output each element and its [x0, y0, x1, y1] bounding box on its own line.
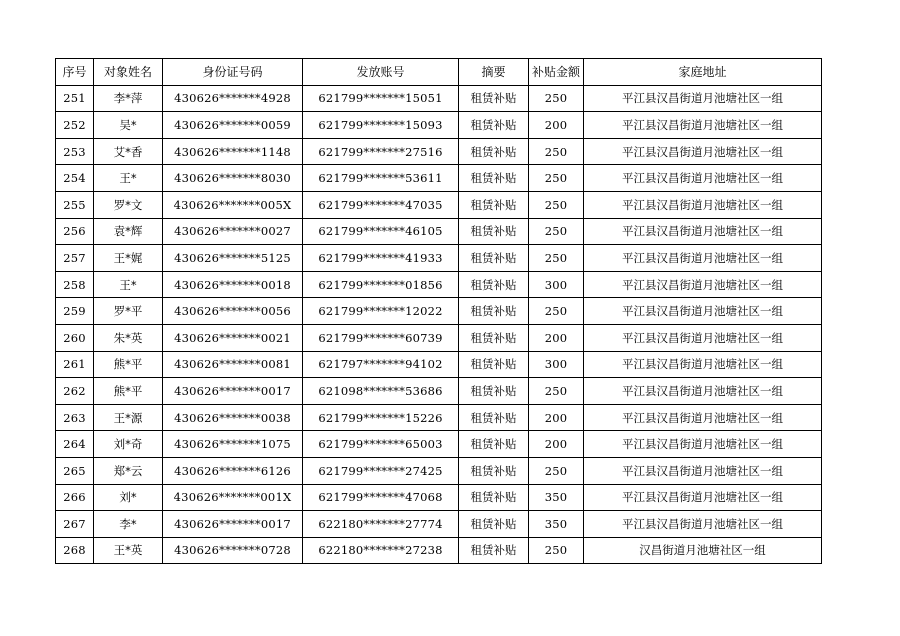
- cell-account: 621799*******27516: [303, 138, 459, 165]
- cell-id-number: 430626*******0038: [163, 404, 303, 431]
- cell-index: 265: [56, 457, 94, 484]
- cell-name: 艾*香: [94, 138, 163, 165]
- cell-summary: 租赁补贴: [459, 298, 529, 325]
- cell-account: 621098*******53686: [303, 378, 459, 405]
- cell-amount: 250: [529, 537, 584, 564]
- cell-amount: 250: [529, 165, 584, 192]
- cell-summary: 租赁补贴: [459, 404, 529, 431]
- cell-amount: 250: [529, 298, 584, 325]
- cell-account: 621799*******47068: [303, 484, 459, 511]
- cell-id-number: 430626*******6126: [163, 457, 303, 484]
- cell-address: 平江县汉昌街道月池塘社区一组: [584, 457, 822, 484]
- cell-id-number: 430626*******0017: [163, 511, 303, 538]
- table-row: [56, 85, 822, 112]
- cell-account: 621799*******01856: [303, 271, 459, 298]
- cell-index: 251: [56, 85, 94, 112]
- cell-id-number: 430626*******005X: [163, 191, 303, 218]
- cell-address: 平江县汉昌街道月池塘社区一组: [584, 165, 822, 192]
- cell-address: 平江县汉昌街道月池塘社区一组: [584, 85, 822, 112]
- cell-name: 刘*: [94, 484, 163, 511]
- cell-account: 621797*******94102: [303, 351, 459, 378]
- cell-amount: 250: [529, 378, 584, 405]
- cell-summary: 租赁补贴: [459, 457, 529, 484]
- cell-amount: 350: [529, 511, 584, 538]
- cell-index: 266: [56, 484, 94, 511]
- cell-account: 621799*******15093: [303, 112, 459, 139]
- cell-address: 平江县汉昌街道月池塘社区一组: [584, 484, 822, 511]
- cell-account: 621799*******41933: [303, 245, 459, 272]
- cell-name: 罗*文: [94, 191, 163, 218]
- cell-id-number: 430626*******0021: [163, 324, 303, 351]
- cell-amount: 250: [529, 191, 584, 218]
- table-row: [56, 271, 822, 298]
- header-address: 家庭地址: [584, 59, 822, 86]
- cell-name: 王*: [94, 165, 163, 192]
- cell-index: 258: [56, 271, 94, 298]
- cell-summary: 租赁补贴: [459, 218, 529, 245]
- header-summary: 摘要: [459, 59, 529, 86]
- table-body: [56, 85, 822, 564]
- cell-id-number: 430626*******0056: [163, 298, 303, 325]
- cell-address: 平江县汉昌街道月池塘社区一组: [584, 431, 822, 458]
- cell-summary: 租赁补贴: [459, 324, 529, 351]
- cell-account: 621799*******15051: [303, 85, 459, 112]
- cell-amount: 200: [529, 112, 584, 139]
- cell-summary: 租赁补贴: [459, 191, 529, 218]
- cell-name: 王*源: [94, 404, 163, 431]
- cell-name: 郑*云: [94, 457, 163, 484]
- cell-amount: 200: [529, 431, 584, 458]
- cell-account: 621799*******27425: [303, 457, 459, 484]
- cell-id-number: 430626*******1148: [163, 138, 303, 165]
- cell-name: 吴*: [94, 112, 163, 139]
- cell-name: 刘*奇: [94, 431, 163, 458]
- cell-summary: 租赁补贴: [459, 271, 529, 298]
- cell-index: 267: [56, 511, 94, 538]
- cell-amount: 200: [529, 404, 584, 431]
- cell-id-number: 430626*******0728: [163, 537, 303, 564]
- cell-account: 622180*******27774: [303, 511, 459, 538]
- cell-id-number: 430626*******8030: [163, 165, 303, 192]
- cell-id-number: 430626*******001X: [163, 484, 303, 511]
- table-row: [56, 484, 822, 511]
- cell-id-number: 430626*******5125: [163, 245, 303, 272]
- cell-summary: 租赁补贴: [459, 537, 529, 564]
- cell-summary: 租赁补贴: [459, 351, 529, 378]
- cell-address: 平江县汉昌街道月池塘社区一组: [584, 324, 822, 351]
- table-row: [56, 431, 822, 458]
- cell-account: 621799*******47035: [303, 191, 459, 218]
- cell-name: 李*: [94, 511, 163, 538]
- cell-id-number: 430626*******0018: [163, 271, 303, 298]
- cell-account: 621799*******53611: [303, 165, 459, 192]
- cell-summary: 租赁补贴: [459, 165, 529, 192]
- cell-id-number: 430626*******0027: [163, 218, 303, 245]
- table-row: [56, 138, 822, 165]
- header-index: 序号: [56, 59, 94, 86]
- cell-account: 622180*******27238: [303, 537, 459, 564]
- cell-name: 熊*平: [94, 351, 163, 378]
- cell-index: 252: [56, 112, 94, 139]
- cell-account: 621799*******65003: [303, 431, 459, 458]
- table-row: [56, 324, 822, 351]
- table-row: [56, 218, 822, 245]
- cell-account: 621799*******60739: [303, 324, 459, 351]
- subsidy-table: [55, 58, 822, 564]
- table-row: [56, 457, 822, 484]
- table-row: [56, 298, 822, 325]
- cell-index: 263: [56, 404, 94, 431]
- cell-address: 平江县汉昌街道月池塘社区一组: [584, 245, 822, 272]
- cell-summary: 租赁补贴: [459, 484, 529, 511]
- table-row: [56, 351, 822, 378]
- cell-amount: 300: [529, 271, 584, 298]
- cell-index: 256: [56, 218, 94, 245]
- cell-id-number: 430626*******0059: [163, 112, 303, 139]
- cell-address: 汉昌街道月池塘社区一组: [584, 537, 822, 564]
- cell-name: 王*娓: [94, 245, 163, 272]
- cell-account: 621799*******15226: [303, 404, 459, 431]
- cell-summary: 租赁补贴: [459, 138, 529, 165]
- cell-id-number: 430626*******0081: [163, 351, 303, 378]
- cell-index: 253: [56, 138, 94, 165]
- cell-index: 254: [56, 165, 94, 192]
- cell-summary: 租赁补贴: [459, 378, 529, 405]
- cell-summary: 租赁补贴: [459, 245, 529, 272]
- table-row: [56, 537, 822, 564]
- cell-index: 261: [56, 351, 94, 378]
- cell-name: 罗*平: [94, 298, 163, 325]
- cell-address: 平江县汉昌街道月池塘社区一组: [584, 404, 822, 431]
- cell-index: 259: [56, 298, 94, 325]
- table-row: [56, 378, 822, 405]
- cell-summary: 租赁补贴: [459, 511, 529, 538]
- cell-amount: 200: [529, 324, 584, 351]
- cell-index: 268: [56, 537, 94, 564]
- cell-summary: 租赁补贴: [459, 85, 529, 112]
- cell-address: 平江县汉昌街道月池塘社区一组: [584, 378, 822, 405]
- header-amount: 补贴金额: [529, 59, 584, 86]
- cell-name: 袁*辉: [94, 218, 163, 245]
- cell-name: 王*: [94, 271, 163, 298]
- cell-amount: 250: [529, 85, 584, 112]
- cell-address: 平江县汉昌街道月池塘社区一组: [584, 191, 822, 218]
- header-id-number: 身份证号码: [163, 59, 303, 86]
- cell-address: 平江县汉昌街道月池塘社区一组: [584, 112, 822, 139]
- cell-address: 平江县汉昌街道月池塘社区一组: [584, 218, 822, 245]
- cell-address: 平江县汉昌街道月池塘社区一组: [584, 271, 822, 298]
- cell-index: 260: [56, 324, 94, 351]
- table-row: [56, 245, 822, 272]
- cell-address: 平江县汉昌街道月池塘社区一组: [584, 138, 822, 165]
- table-row: [56, 511, 822, 538]
- cell-amount: 250: [529, 218, 584, 245]
- cell-amount: 350: [529, 484, 584, 511]
- cell-amount: 250: [529, 138, 584, 165]
- cell-name: 李*萍: [94, 85, 163, 112]
- cell-id-number: 430626*******1075: [163, 431, 303, 458]
- cell-index: 255: [56, 191, 94, 218]
- cell-summary: 租赁补贴: [459, 431, 529, 458]
- header-name: 对象姓名: [94, 59, 163, 86]
- cell-name: 朱*英: [94, 324, 163, 351]
- cell-address: 平江县汉昌街道月池塘社区一组: [584, 298, 822, 325]
- cell-address: 平江县汉昌街道月池塘社区一组: [584, 511, 822, 538]
- cell-id-number: 430626*******4928: [163, 85, 303, 112]
- cell-summary: 租赁补贴: [459, 112, 529, 139]
- table-row: [56, 404, 822, 431]
- cell-account: 621799*******46105: [303, 218, 459, 245]
- cell-amount: 300: [529, 351, 584, 378]
- header-account: 发放账号: [303, 59, 459, 86]
- cell-amount: 250: [529, 245, 584, 272]
- cell-id-number: 430626*******0017: [163, 378, 303, 405]
- table-row: [56, 112, 822, 139]
- cell-name: 王*英: [94, 537, 163, 564]
- cell-amount: 250: [529, 457, 584, 484]
- cell-account: 621799*******12022: [303, 298, 459, 325]
- header-row: [56, 59, 822, 86]
- cell-name: 熊*平: [94, 378, 163, 405]
- table-row: [56, 191, 822, 218]
- cell-index: 264: [56, 431, 94, 458]
- cell-index: 257: [56, 245, 94, 272]
- cell-index: 262: [56, 378, 94, 405]
- cell-address: 平江县汉昌街道月池塘社区一组: [584, 351, 822, 378]
- table-row: [56, 165, 822, 192]
